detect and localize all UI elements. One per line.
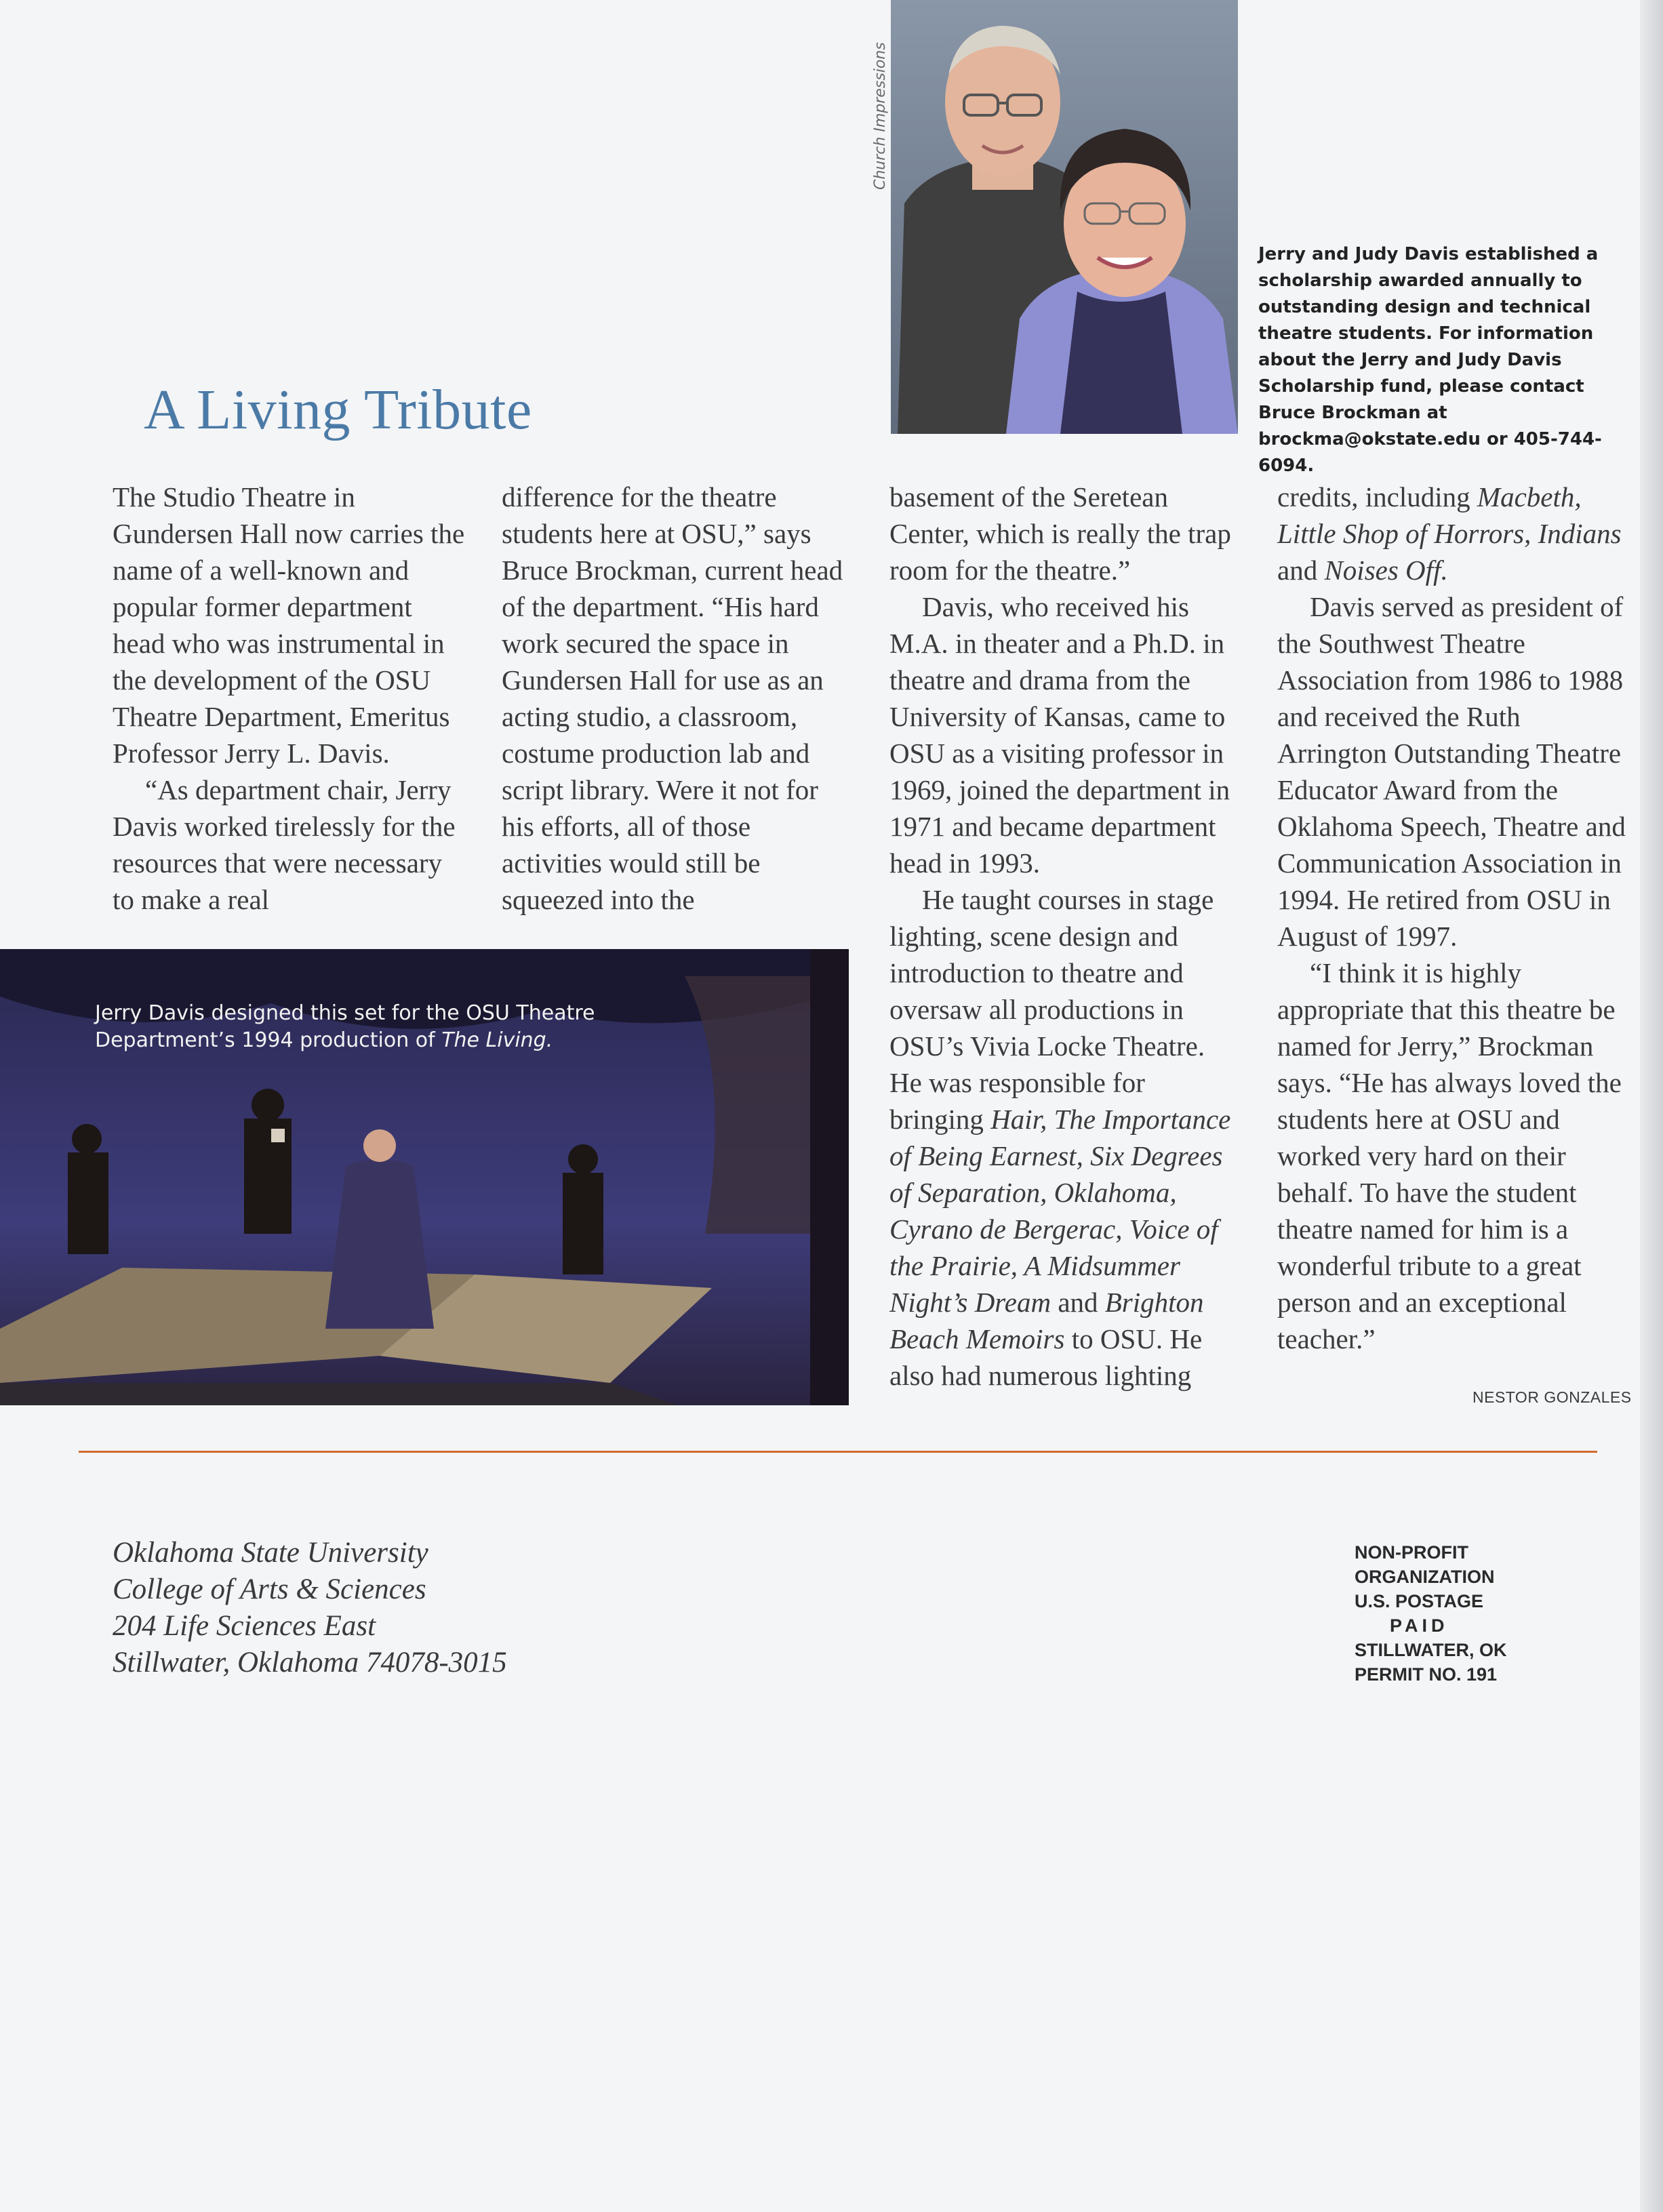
portrait-photo <box>891 0 1238 434</box>
paragraph <box>889 881 1242 1394</box>
paragraph-text: and <box>1277 555 1325 586</box>
article-column-1 <box>113 479 465 918</box>
address-line: Stillwater, Oklahoma 74078-3015 <box>113 1647 507 1678</box>
photo-credit <box>866 27 894 190</box>
portrait-caption: Jerry and Judy Davis established a scholarship awarded annually to outstanding design and technical theatre students. For information about the Jerry and Judy Davis Scholarship fund, please contact Bruce Brockman at brockma@okstate.edu or 405-744-6094. <box>1258 244 1602 476</box>
stage-caption-title: The Living. <box>441 1028 553 1052</box>
address-line: Oklahoma State University <box>113 1537 428 1569</box>
stage-caption <box>95 1000 637 1054</box>
divider-rule <box>79 1451 1597 1453</box>
stage-caption-text: Jerry Davis designed this set for the OSU Theatre Department’s 1994 production of <box>95 1001 595 1052</box>
address-line: College of Arts & Sciences <box>113 1573 426 1605</box>
postage-indicia <box>1355 1540 1531 1687</box>
page-edge-shadow <box>1640 0 1663 2212</box>
paragraph: Davis, who received his M.A. in theater and a Ph.D. in theatre and drama from the University of Kansas, came to OSU as a visiting professor in 1969, joined the department in 1971 and became department head in 1993. <box>889 591 1230 879</box>
paragraph: The Studio Theatre in Gundersen Hall now carries the name of a well-known and popular former department head who was instrumental in the development of the OSU Theatre Department, Emeritus Professor Jerry L. Davis. <box>113 481 465 769</box>
postage-line: STILLWATER, OK <box>1355 1640 1507 1660</box>
production-title: Noises Off. <box>1324 555 1448 586</box>
paragraph: “I think it is highly appropriate that this theatre be named for Jerry,” Brockman says. “He has always loved the students here at OSU and worked very hard on their behalf. To have the student theatre named for him is a wonderful tribute to a great person and an exceptional teacher.” <box>1277 957 1622 1354</box>
postage-line: U.S. POSTAGE <box>1355 1591 1484 1611</box>
photo-credit-text: Church Impressions <box>872 42 889 190</box>
byline: NESTOR GONZALES <box>1472 1388 1632 1406</box>
address-line: 204 Life Sciences East <box>113 1610 376 1642</box>
production-titles: Hair, The Importance of Being Earnest, Six Degrees of Separation, Oklahoma, Cyrano de Bergerac, Voice of the Prairie, A Midsummer Night’s Dream <box>889 1104 1231 1318</box>
article-column-4 <box>1277 479 1630 1357</box>
production-titles: Macbeth, Little Shop of Horrors, Indians <box>1277 481 1622 549</box>
paragraph-text: to OSU. He also had numerous lighting <box>889 1323 1203 1391</box>
article-column-2 <box>502 479 854 918</box>
paragraph: basement of the Seretean Center, which is really the trap room for the theatre.” <box>889 481 1231 586</box>
article-column-3 <box>889 479 1242 1394</box>
paragraph: difference for the theatre students here at OSU,” says Bruce Brockman, current head of the department. “His hard work secured the space in Gundersen Hall for use as an acting studio, a classroom, costume production lab and script library. Were it not for his efforts, all of those activities would still be squeezed into the <box>502 481 843 915</box>
return-address <box>113 1535 507 1681</box>
paragraph <box>1277 479 1630 588</box>
paragraph-text: and <box>1051 1287 1105 1318</box>
postage-line: PERMIT NO. 191 <box>1355 1664 1498 1685</box>
portrait-photo-illustration <box>891 0 1238 434</box>
postage-line: PAID <box>1390 1615 1449 1636</box>
paragraph: “As department chair, Jerry Davis worked tirelessly for the resources that were necessary to make a real <box>113 774 456 915</box>
paragraph-text: credits, including <box>1277 481 1477 512</box>
postage-line: NON-PROFIT <box>1355 1542 1468 1563</box>
paragraph: Davis served as president of the Southwest Theatre Association from 1986 to 1988 and received the Ruth Arrington Outstanding Theatre Educator Award from the Oklahoma Speech, Theatre and Communication Association in 1994. He retired from OSU in August of 1997. <box>1277 591 1626 952</box>
postage-line: ORGANIZATION <box>1355 1567 1495 1587</box>
paragraph-text: He taught courses in stage lighting, scene design and introduction to theatre and oversaw all productions in OSU’s Vivia Locke Theatre. He was responsible for bringing <box>889 884 1214 1135</box>
article-title: A Living Tribute <box>144 378 532 441</box>
production-title: Brighton Beach Memoirs <box>889 1287 1204 1354</box>
